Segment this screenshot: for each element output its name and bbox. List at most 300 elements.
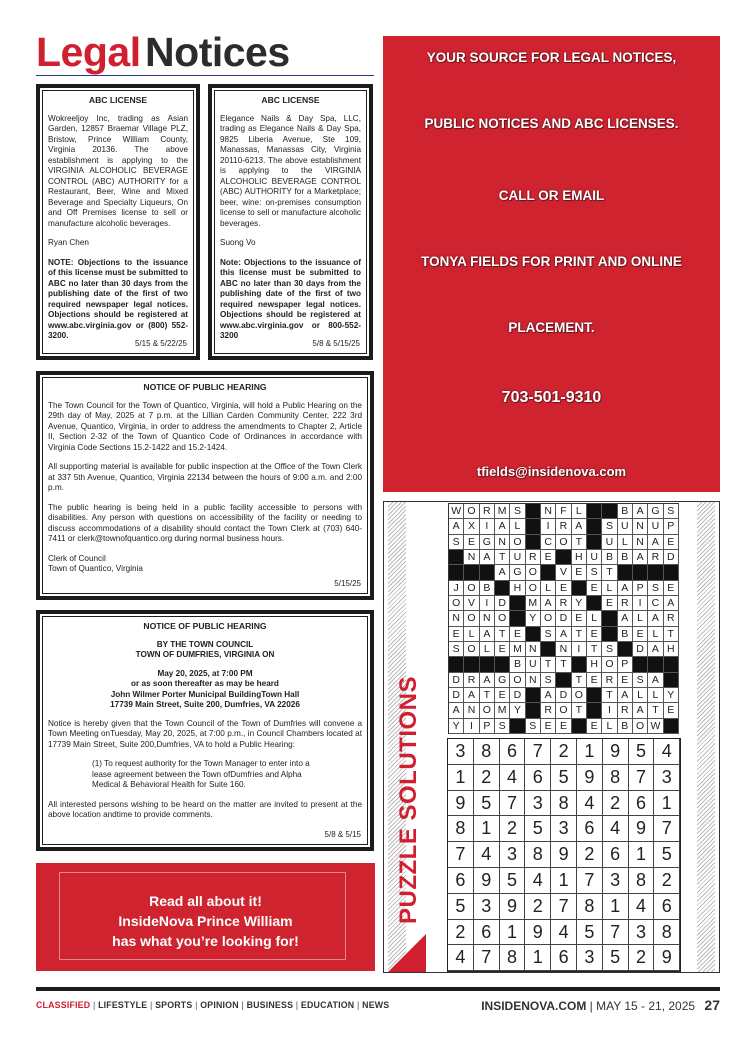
sudoku-cell: 1 (577, 739, 603, 765)
crossword-cell: O (541, 611, 556, 626)
crossword-cell: E (664, 581, 679, 596)
sudoku-cell: 2 (500, 816, 526, 842)
sudoku-cell: 4 (577, 791, 603, 817)
crossword-cell: A (495, 565, 510, 580)
crossword-cell: O (464, 581, 479, 596)
crossword-cell: E (556, 581, 571, 596)
crossword-black-square (648, 565, 663, 580)
sudoku-cell: 8 (474, 739, 500, 765)
notice-body: Wokreeljoy Inc, trading as Asian Garden, 12857 Braemar Village PLZ, Bristow, Prince William County, Virginia 20136. The above establishment is applying to the VIRGINIA ALCOHOLIC BEVERAGE CONTROL (ABC) AUTHORITY for a Restaurant, Beer, Wine and Mixed Beverage and Specialty Liqueurs, On and Off Premises license to sell or manufacture alcoholic beverages. (48, 113, 188, 228)
sudoku-cell: 9 (500, 894, 526, 920)
crossword-cell: D (556, 611, 571, 626)
crossword-cell: T (572, 535, 587, 550)
crossword-cell: S (602, 642, 617, 657)
section-link-business[interactable]: BUSINESS (246, 1000, 294, 1010)
sudoku-cell: 9 (603, 739, 629, 765)
sudoku-cell: 9 (654, 945, 680, 971)
crossword-cell: O (480, 703, 495, 718)
crossword-black-square (556, 550, 571, 565)
crossword-cell: A (495, 519, 510, 534)
sudoku-cell: 5 (577, 920, 603, 946)
crossword-cell: S (526, 719, 541, 734)
crossword-black-square (495, 581, 510, 596)
crossword-cell: A (648, 611, 663, 626)
crossword-black-square (602, 504, 617, 519)
crossword-cell: E (587, 581, 602, 596)
crossword-cell: A (464, 688, 479, 703)
sudoku-cell: 7 (551, 894, 577, 920)
section-link-education[interactable]: EDUCATION (300, 1000, 355, 1010)
crossword-cell: L (602, 581, 617, 596)
crossword-cell: G (510, 565, 525, 580)
crossword-cell: B (618, 550, 633, 565)
promo-line: Read all about it! (149, 893, 262, 909)
crossword-cell: A (633, 703, 648, 718)
sudoku-cell: 7 (500, 791, 526, 817)
sudoku-cell: 8 (629, 868, 655, 894)
sudoku-cell: 1 (474, 816, 500, 842)
crossword-cell: N (464, 550, 479, 565)
sudoku-cell: 9 (551, 842, 577, 868)
publication-dates: 5/15/25 (334, 578, 361, 588)
sudoku-cell: 7 (525, 739, 551, 765)
crossword-black-square (495, 657, 510, 672)
crossword-cell: D (664, 550, 679, 565)
sudoku-cell: 1 (525, 945, 551, 971)
crossword-cell: R (556, 519, 571, 534)
corner-triangle (388, 934, 426, 972)
crossword-cell: T (648, 703, 663, 718)
crossword-cell: E (587, 627, 602, 642)
crossword-cell: U (618, 519, 633, 534)
notice-paragraph: Notice is hereby given that the Town Council of the Town of Dumfries will convene a Town Meeting onTuesday, May 20, 2025, at 7:00 p.m., in Council Chambers located at 17739 Main Street, Suite 200,Dumfries, VA to hold a Public Hearing: (48, 718, 362, 749)
crossword-cell: S (495, 719, 510, 734)
crossword-cell: U (526, 657, 541, 672)
sudoku-cell: 7 (448, 842, 474, 868)
promo-text (36, 891, 375, 951)
crossword-cell: A (664, 596, 679, 611)
crossword-cell: Y (510, 703, 525, 718)
sudoku-cell: 1 (654, 791, 680, 817)
crossword-black-square (587, 504, 602, 519)
sudoku-cell: 5 (629, 739, 655, 765)
crossword-cell: I (480, 596, 495, 611)
sudoku-cell: 2 (448, 920, 474, 946)
crossword-cell: R (602, 673, 617, 688)
crossword-cell: A (618, 688, 633, 703)
crossword-cell: O (572, 688, 587, 703)
crossword-black-square (618, 565, 633, 580)
sudoku-solution-grid (447, 738, 681, 972)
crossword-cell: U (587, 550, 602, 565)
crossword-black-square (556, 673, 571, 688)
crossword-cell: R (464, 673, 479, 688)
page-footer (36, 987, 720, 1017)
crossword-cell: C (648, 596, 663, 611)
crossword-cell: A (633, 504, 648, 519)
crossword-cell: N (449, 611, 464, 626)
crossword-black-square (480, 565, 495, 580)
sudoku-cell: 1 (551, 868, 577, 894)
crossword-cell: E (495, 642, 510, 657)
crossword-cell: E (664, 703, 679, 718)
legal-notices-ad (383, 36, 720, 492)
notice-signatory: Ryan Chen (48, 238, 89, 247)
sudoku-cell: 2 (603, 791, 629, 817)
sudoku-cell: 4 (474, 842, 500, 868)
crossword-cell: I (464, 719, 479, 734)
crossword-black-square (464, 565, 479, 580)
crossword-cell: S (510, 504, 525, 519)
crossword-cell: L (587, 611, 602, 626)
crossword-cell: O (633, 719, 648, 734)
notice-signatory-town: Town of Quantico, Virginia (48, 564, 143, 573)
crossword-cell: L (572, 504, 587, 519)
crossword-black-square (648, 657, 663, 672)
crossword-cell: A (449, 519, 464, 534)
ad-line: CALL OR EMAIL (498, 188, 605, 203)
sudoku-cell: 2 (525, 894, 551, 920)
sudoku-cell: 1 (603, 894, 629, 920)
crossword-cell: E (618, 673, 633, 688)
crossword-cell: B (618, 627, 633, 642)
crossword-cell: E (587, 673, 602, 688)
sudoku-cell: 4 (525, 868, 551, 894)
crossword-black-square (587, 596, 602, 611)
crossword-cell: S (449, 535, 464, 550)
crossword-cell: G (648, 504, 663, 519)
sudoku-cell: 7 (629, 765, 655, 791)
page-title (36, 28, 374, 76)
section-nav (36, 1000, 389, 1010)
notice-subtitle: BY THE TOWN COUNCIL (156, 639, 254, 649)
ad-phone[interactable]: 703-501-9310 (501, 389, 602, 406)
crossword-black-square (572, 719, 587, 734)
crossword-cell: E (664, 535, 679, 550)
section-link-news[interactable]: NEWS (362, 1000, 390, 1010)
sudoku-cell: 1 (500, 920, 526, 946)
sudoku-cell: 6 (603, 842, 629, 868)
crossword-cell: M (495, 703, 510, 718)
sudoku-cell: 3 (448, 739, 474, 765)
crossword-cell: B (602, 550, 617, 565)
sudoku-cell: 9 (474, 868, 500, 894)
crossword-cell: D (449, 673, 464, 688)
crossword-cell: O (464, 504, 479, 519)
crossword-cell: S (449, 642, 464, 657)
section-link-classified[interactable]: CLASSIFIED (36, 1000, 91, 1010)
crossword-cell: S (648, 581, 663, 596)
crossword-black-square (602, 627, 617, 642)
sudoku-cell: 8 (577, 894, 603, 920)
footer-issue-info (481, 997, 720, 1013)
sudoku-cell: 7 (603, 920, 629, 946)
crossword-cell: I (633, 596, 648, 611)
crossword-cell: R (541, 703, 556, 718)
notice-subtitle: TOWN OF DUMFRIES, VIRGINIA ON (135, 650, 275, 659)
sudoku-cell: 4 (654, 739, 680, 765)
crossword-cell: S (541, 627, 556, 642)
crossword-cell: S (664, 504, 679, 519)
crossword-cell: A (449, 703, 464, 718)
crossword-cell: P (480, 719, 495, 734)
crossword-cell: I (572, 642, 587, 657)
crossword-black-square (510, 719, 525, 734)
notice-body: Elegance Nails & Day Spa, LLC, trading as Elegance Nails & Day Spa, 9825 Liberia Avenue, Ste 109, Manassas, Manassas City, Virginia 20110-6213. The above establishment is applying to the VIRGINIA ALCOHOLIC BEVERAGE CONTROL (ABC) AUTHORITY for a Marketplace; beer, wine: on-premises consumption license to sell or manufacture alcoholic beverages. (220, 113, 361, 228)
sudoku-cell: 9 (525, 920, 551, 946)
notice-signatory: Suong Vo (220, 238, 256, 247)
sudoku-cell: 7 (474, 945, 500, 971)
crossword-cell: T (495, 550, 510, 565)
crossword-cell: R (526, 550, 541, 565)
page-number: 27 (704, 997, 720, 1013)
footer-separator: | (589, 999, 597, 1013)
crossword-cell: E (449, 627, 464, 642)
crossword-black-square (587, 519, 602, 534)
sudoku-cell: 1 (629, 842, 655, 868)
crossword-cell: A (648, 642, 663, 657)
crossword-cell: L (633, 688, 648, 703)
crossword-cell: Y (664, 688, 679, 703)
crossword-cell: E (572, 565, 587, 580)
sudoku-cell: 5 (448, 894, 474, 920)
puzzle-solutions-label (390, 650, 428, 950)
crossword-cell: M (526, 596, 541, 611)
sudoku-cell: 6 (577, 816, 603, 842)
crossword-cell: H (664, 642, 679, 657)
crossword-cell: D (633, 642, 648, 657)
crossword-cell: R (556, 596, 571, 611)
sudoku-cell: 7 (577, 868, 603, 894)
sudoku-cell: 5 (654, 842, 680, 868)
sudoku-cell: 6 (474, 920, 500, 946)
crossword-cell: S (633, 673, 648, 688)
sudoku-cell: 2 (654, 868, 680, 894)
crossword-cell: X (464, 519, 479, 534)
sudoku-cell: 8 (448, 816, 474, 842)
meeting-time-note: or as soon thereafter as may be heard (131, 679, 279, 688)
crossword-cell: E (495, 688, 510, 703)
crossword-cell: P (633, 581, 648, 596)
crossword-cell: E (464, 535, 479, 550)
crossword-cell: J (449, 581, 464, 596)
crossword-black-square (587, 703, 602, 718)
sudoku-cell: 2 (474, 765, 500, 791)
crossword-cell: A (572, 519, 587, 534)
publication-dates: 5/8 & 5/15 (324, 829, 361, 839)
crossword-cell: A (648, 535, 663, 550)
crossword-cell: E (510, 627, 525, 642)
sudoku-cell: 8 (603, 765, 629, 791)
crossword-cell: T (572, 673, 587, 688)
sudoku-cell: 8 (500, 945, 526, 971)
crossword-black-square (602, 611, 617, 626)
crossword-cell: D (495, 596, 510, 611)
sudoku-cell: 6 (654, 894, 680, 920)
nav-separator: | (293, 1000, 301, 1010)
sudoku-cell: 6 (525, 765, 551, 791)
crossword-cell: T (480, 688, 495, 703)
crossword-cell: A (480, 627, 495, 642)
crossword-cell: O (556, 535, 571, 550)
crossword-cell: N (633, 535, 648, 550)
crossword-black-square (587, 688, 602, 703)
crossword-black-square (541, 642, 556, 657)
sudoku-cell: 1 (448, 765, 474, 791)
ad-line: PLACEMENT. (508, 320, 595, 335)
section-link-sports[interactable]: SPORTS (155, 1000, 193, 1010)
crossword-cell: N (526, 642, 541, 657)
sudoku-cell: 2 (551, 739, 577, 765)
crossword-cell: Y (526, 611, 541, 626)
publication-dates: 5/8 & 5/15/25 (312, 338, 360, 348)
crossword-black-square (510, 596, 525, 611)
crossword-cell: R (664, 611, 679, 626)
section-link-opinion[interactable]: OPINION (200, 1000, 239, 1010)
crossword-black-square (541, 565, 556, 580)
promo-line: has what you’re looking for! (112, 933, 299, 949)
sudoku-cell: 6 (448, 868, 474, 894)
sudoku-cell: 2 (577, 842, 603, 868)
crossword-cell: I (602, 703, 617, 718)
sudoku-cell: 3 (500, 842, 526, 868)
meeting-address: 17739 Main Street, Suite 200, Dumfries, VA 22026 (110, 700, 300, 709)
crossword-cell: O (464, 642, 479, 657)
crossword-cell: T (541, 657, 556, 672)
ad-email[interactable]: tfields@insidenova.com (476, 464, 627, 479)
crossword-black-square (618, 642, 633, 657)
crossword-cell: A (480, 550, 495, 565)
crossword-cell: A (648, 673, 663, 688)
crossword-cell: I (480, 519, 495, 534)
crossword-cell: O (510, 673, 525, 688)
nav-separator: | (147, 1000, 156, 1010)
sudoku-cell: 3 (654, 765, 680, 791)
crossword-cell: L (648, 688, 663, 703)
crossword-cell: E (633, 627, 648, 642)
sudoku-cell: 5 (603, 945, 629, 971)
notice-objection-note: NOTE: Objections to the issuance of this license must be submitted to ABC no later than 30 days from the publishing date of the first of two required newspaper legal notices. Objections should be registered at www.abc.virginia.gov or (800) 552-3200. (48, 257, 188, 340)
crossword-black-square (526, 703, 541, 718)
crossword-cell: H (510, 581, 525, 596)
crossword-cell: U (648, 519, 663, 534)
crossword-cell: N (526, 673, 541, 688)
notice-paragraph: All interested persons wishing to be heard on the matter are invited to present at the above location andtime to provide comments. (48, 799, 362, 819)
promo-line: InsideNova Prince William (118, 913, 293, 929)
crossword-cell: S (587, 565, 602, 580)
crossword-cell: U (510, 550, 525, 565)
crossword-black-square (572, 581, 587, 596)
crossword-cell: B (618, 504, 633, 519)
site-name[interactable]: INSIDENOVA.COM (481, 999, 587, 1013)
notice-paragraph: All supporting material is available for public inspection at the Office of the Town Clerk at 337 5th Avenue, Quantico, Virginia 22134 between the hours of 9:00 a.m. and 2:00 p.m. (48, 462, 362, 492)
crossword-cell: O (602, 657, 617, 672)
crossword-cell: T (602, 565, 617, 580)
issue-dates: MAY 15 - 21, 2025 (596, 999, 696, 1013)
crossword-cell: B (510, 657, 525, 672)
crossword-cell: O (556, 703, 571, 718)
crossword-cell: N (556, 642, 571, 657)
crossword-cell: O (464, 611, 479, 626)
crossword-black-square (510, 611, 525, 626)
notice-paragraph: The Town Council for the Town of Quantico, Virginia, will hold a Public Hearing on the 29th day of May, 2025 at 7 p.m. at the Lillian Carden Community Center, 222 3rd Avenue, Quantico, Virginia, in order to address the amendments to Chapter 2, Article II, Section 2-32 of the Town of Quantico Code of Ordinances in accordance with Virginia Code Sections 15.2-1422 and 15.2-1424. (48, 400, 362, 452)
sudoku-cell: 5 (551, 765, 577, 791)
meeting-time: May 20, 2025, at 7:00 PM (157, 668, 253, 678)
crossword-cell: T (602, 688, 617, 703)
crossword-cell: E (556, 719, 571, 734)
crossword-cell: D (556, 688, 571, 703)
sudoku-cell: 3 (577, 945, 603, 971)
crossword-cell: I (541, 519, 556, 534)
crossword-cell: A (541, 596, 556, 611)
crossword-cell: L (618, 535, 633, 550)
sudoku-cell: 4 (500, 765, 526, 791)
sudoku-cell: 6 (629, 791, 655, 817)
crossword-cell: O (449, 596, 464, 611)
crossword-cell: E (541, 719, 556, 734)
notice-title: NOTICE OF PUBLIC HEARING (143, 382, 267, 392)
crossword-cell: L (602, 719, 617, 734)
crossword-cell: E (572, 611, 587, 626)
sudoku-cell: 7 (654, 816, 680, 842)
crossword-black-square (480, 657, 495, 672)
crossword-cell: N (464, 703, 479, 718)
crossword-cell: L (633, 611, 648, 626)
sudoku-cell: 5 (500, 868, 526, 894)
crossword-black-square (449, 565, 464, 580)
crossword-cell: L (648, 627, 663, 642)
insidenova-promo-banner (36, 863, 375, 971)
nav-separator: | (192, 1000, 201, 1010)
section-link-lifestyle[interactable]: LIFESTYLE (98, 1000, 148, 1010)
crossword-black-square (664, 565, 679, 580)
sudoku-cell: 4 (629, 894, 655, 920)
sudoku-cell: 8 (551, 791, 577, 817)
crossword-cell: R (648, 550, 663, 565)
crossword-cell: O (526, 565, 541, 580)
sudoku-cell: 6 (551, 945, 577, 971)
crossword-cell: M (510, 642, 525, 657)
crossword-black-square (526, 535, 541, 550)
crossword-cell: A (618, 611, 633, 626)
crossword-black-square (664, 673, 679, 688)
nav-separator: | (90, 1000, 99, 1010)
crossword-black-square (633, 565, 648, 580)
nav-separator: | (238, 1000, 247, 1010)
crossword-cell: H (587, 657, 602, 672)
crossword-black-square (526, 519, 541, 534)
crossword-cell: T (587, 642, 602, 657)
crossword-cell: T (572, 627, 587, 642)
notice-objection-note: Note: Objections to the issuance of this license must be submitted to ABC no later than 30 days from the publishing date of the first of two required newspaper legal notices. Objections should be registered at www.abc.virginia.gov or 800-552-3200 (220, 257, 361, 340)
sudoku-cell: 9 (577, 765, 603, 791)
crossword-cell: N (480, 611, 495, 626)
crossword-cell: W (648, 719, 663, 734)
crossword-cell: L (464, 627, 479, 642)
crossword-cell: M (495, 504, 510, 519)
sudoku-cell: 6 (500, 739, 526, 765)
crossword-cell: L (541, 581, 556, 596)
sudoku-cell: 3 (551, 816, 577, 842)
sudoku-cell: 4 (448, 945, 474, 971)
crossword-black-square (526, 688, 541, 703)
title-word-legal: Legal (36, 29, 141, 75)
sudoku-cell: 9 (629, 816, 655, 842)
sudoku-cell: 3 (603, 868, 629, 894)
crossword-cell: D (449, 688, 464, 703)
crossword-cell: B (618, 719, 633, 734)
crossword-cell: A (556, 627, 571, 642)
